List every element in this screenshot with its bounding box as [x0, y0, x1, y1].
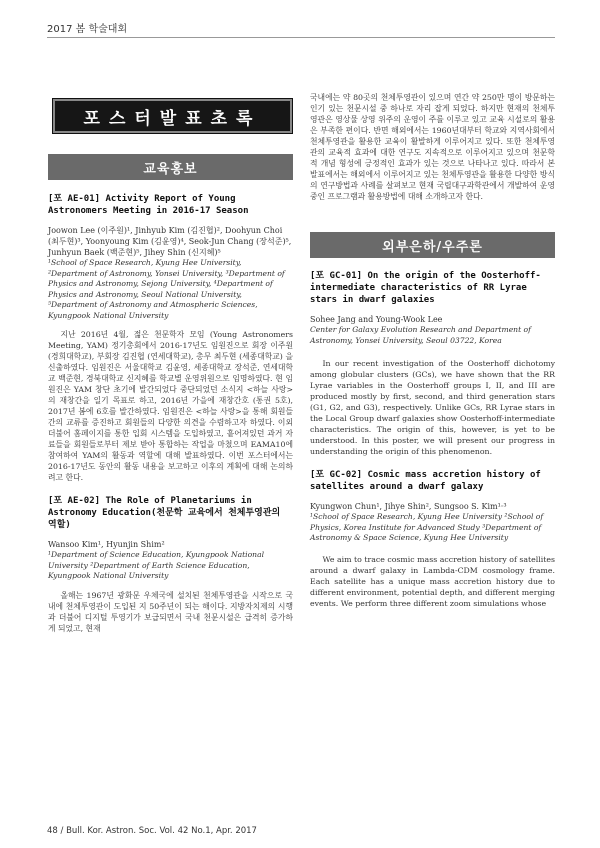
abstract-gc02-affiliations: ¹School of Space Research, Kyung Hee University ²School of Physics, Korea Institute for Advanced Study ³Department of Astronomy & Space Science, Kyung Hee University — [310, 512, 544, 542]
abstract-gc01-affiliations: Center for Galaxy Evolution Research and Department of Astronomy, Yonsei University, Seoul 03722, Korea — [310, 325, 531, 345]
abstract-ae02-body-continued: 국내에는 약 80곳의 천체투영관이 있으며 연간 약 250만 명이 방문하는 인기 있는 천문시설 중 하나로 자리 잡게 되었다. 하지만 현재의 천체투영관은 영상물 상영 위주의 운영이 주를 이루고 있고 교육 시설로의 활용은 부족한 편이다. 반면 해외에서는 1960년대부터 학교와 지역사회에서 천체투영관을 활용한 교육이 활발하게 이루어지고 있다. 또한 천체투영관의 교육적 효과에 대한 연구도 지속적으로 이루어지고 있으며 천문학적 개념 형성에 긍정적인 효과가 있는 것으로 나타나고 있다. 따라서 본 발표에서는 해외에서 이루어지고 있는 천체투영관을 활용한 다양한 방식의 연구방법과 사례를 살펴보고 현재 국립대구과학관에서 개발하여 운영 중인 프로그램과 활용방법에 대해 소개하고자 한다. — [310, 93, 555, 201]
abstract-gc02-title: [포 GC-02] Cosmic mass accretion history of satellites around a dwarf galaxy — [310, 470, 541, 492]
page-footer: 48 / Bull. Kor. Astron. Soc. Vol. 42 No.1, Apr. 2017 — [47, 826, 257, 836]
abstract-ae02-body: 올해는 1967년 광화문 우체국에 설치된 천체투영관을 시작으로 국내에 천체투영관이 도입된 지 50주년이 되는 해이다. 지방자치제의 시행과 더불어 디지털 투영기가 보급되면서 국내 천문시설은 급격히 증가하게 되었고, 현재 — [48, 590, 293, 633]
abstract-ae01-affiliations: ¹School of Space Research, Kyung Hee University, ²Department of Astronomy, Yonsei University, ³Department of Physics and Astronomy, Sejong University, ⁴Department of Physics and Astronomy, Seoul National University, ⁵Department of Astronomy and Atmospheric Sciences, Kyungpook National University — [48, 258, 285, 320]
left-column — [48, 92, 293, 634]
abstract-ae01-body: 지난 2016년 4월, 젊은 천문학자 모임 (Young Astronomers Meeting, YAM) 정기총회에서 2016-17년도 임원진으로 회장 이주원 (경희대학교), 부회장 김진협 (연세대학교), 총무 최두현 (세종대학교) 을 신출하였다. 임원진은 서울대학교 김윤영, 세종대학교 장석준, 연세대학교 백준현, 경북대학교 신지혜를 학교별 운영위원으로 임명하였다. 현 임원진은 YAM 창단 초기에 발간되었다 중단되었던 소식지 <하늘 사랑>의 재창간을 일기 목표로 하고, 2016년 가을에 재창간호 (통권 5호), 2017년 봄에 6호를 발간하였다. 임원진은 <하늘 사랑>을 통해 회원들 간의 교류를 증진하고 회원들의 다양한 의견을 수렴하고자 하였다. 이외 더불어 홈페이지를 통한 입회 시스템을 도입하였고, 흩어져있던 과거 자료들을 회원들로부터 제보 받아 통합하는 작업을 마쳤으며 EAMA10에 참여하여 YAM의 활동과 역할에 대해 발표하였다. 이번 포스터에서는 2016-17년도 동안의 활동 내용을 보고하고 이후의 계획에 대해 논의하려고 한다. — [48, 330, 293, 482]
abstract-ae02-affiliations: ¹Department of Science Education, Kyungpook National University ²Department of Earth Science Education, Kyungpook National University — [48, 550, 265, 580]
abstract-gc01-authors: Sohee Jang and Young-Wook Lee — [310, 315, 443, 324]
running-header: 2017 봄 학술대회 — [47, 24, 128, 35]
abstract-ae01-title: [포 AE-01] Activity Report of Young Astronomers Meeting in 2016-17 Season — [48, 194, 249, 216]
abstract-ae02-title: [포 AE-02] The Role of Planetariums in Astronomy Education(천문학 교육에서 천체투영관의 역할) — [48, 496, 281, 530]
abstract-ae02-authors: Wansoo Kim¹, Hyunjin Shim² — [48, 540, 165, 549]
abstract-gc01-title: [포 GC-01] On the origin of the Oosterhoff-intermediate characteristics of RR Lyrae stars in dwarf galaxies — [310, 271, 541, 305]
section-education: 교육홍보 — [48, 154, 293, 180]
abstract-ae01-authors: Joowon Lee (이주원)¹, Jinhyub Kim (김진협)², Doohyun Choi (최두현)³, Yoonyoung Kim (김윤영)⁴, Seok-Jun Chang (장석준)⁵, Junhyun Baek (백준현)⁵, Jihey Shin (신지혜)⁵ — [48, 226, 292, 257]
right-column — [310, 92, 555, 609]
poster-banner: 포스터발표초록 — [53, 99, 292, 133]
header-rule — [47, 37, 555, 38]
abstract-gc02-authors: Kyungwon Chun¹, Jihye Shin², Sungsoo S. Kim¹·³ — [310, 502, 507, 511]
abstract-gc01-body: In our recent investigation of the Oosterhoff dichotomy among globular clusters (GCs), we have shown that the RR Lyrae variables in the Oosterhoff groups I, II, and III are produced mostly by first, second, and third generation stars (G1, G2, and G3), respectively. Unlike GCs, RR Lyrae stars in the Local Group dwarf galaxies show Oosterhoff-intermediate characteristics. The origin of this, however, is yet to be understood. In this poster, we will present our progress in understanding the origin of this phenomenon. — [310, 359, 555, 456]
section-galaxy-cosmology: 외부은하/우주론 — [310, 232, 555, 258]
abstract-gc02-body: We aim to trace cosmic mass accretion history of satellites around a dwarf galaxy in Lambda-CDM cosmology frame. Each satellite has a unique mass accretion history due to different environment, potential depth, and different merging events. We perform three different zoom simulations whose — [310, 554, 555, 608]
